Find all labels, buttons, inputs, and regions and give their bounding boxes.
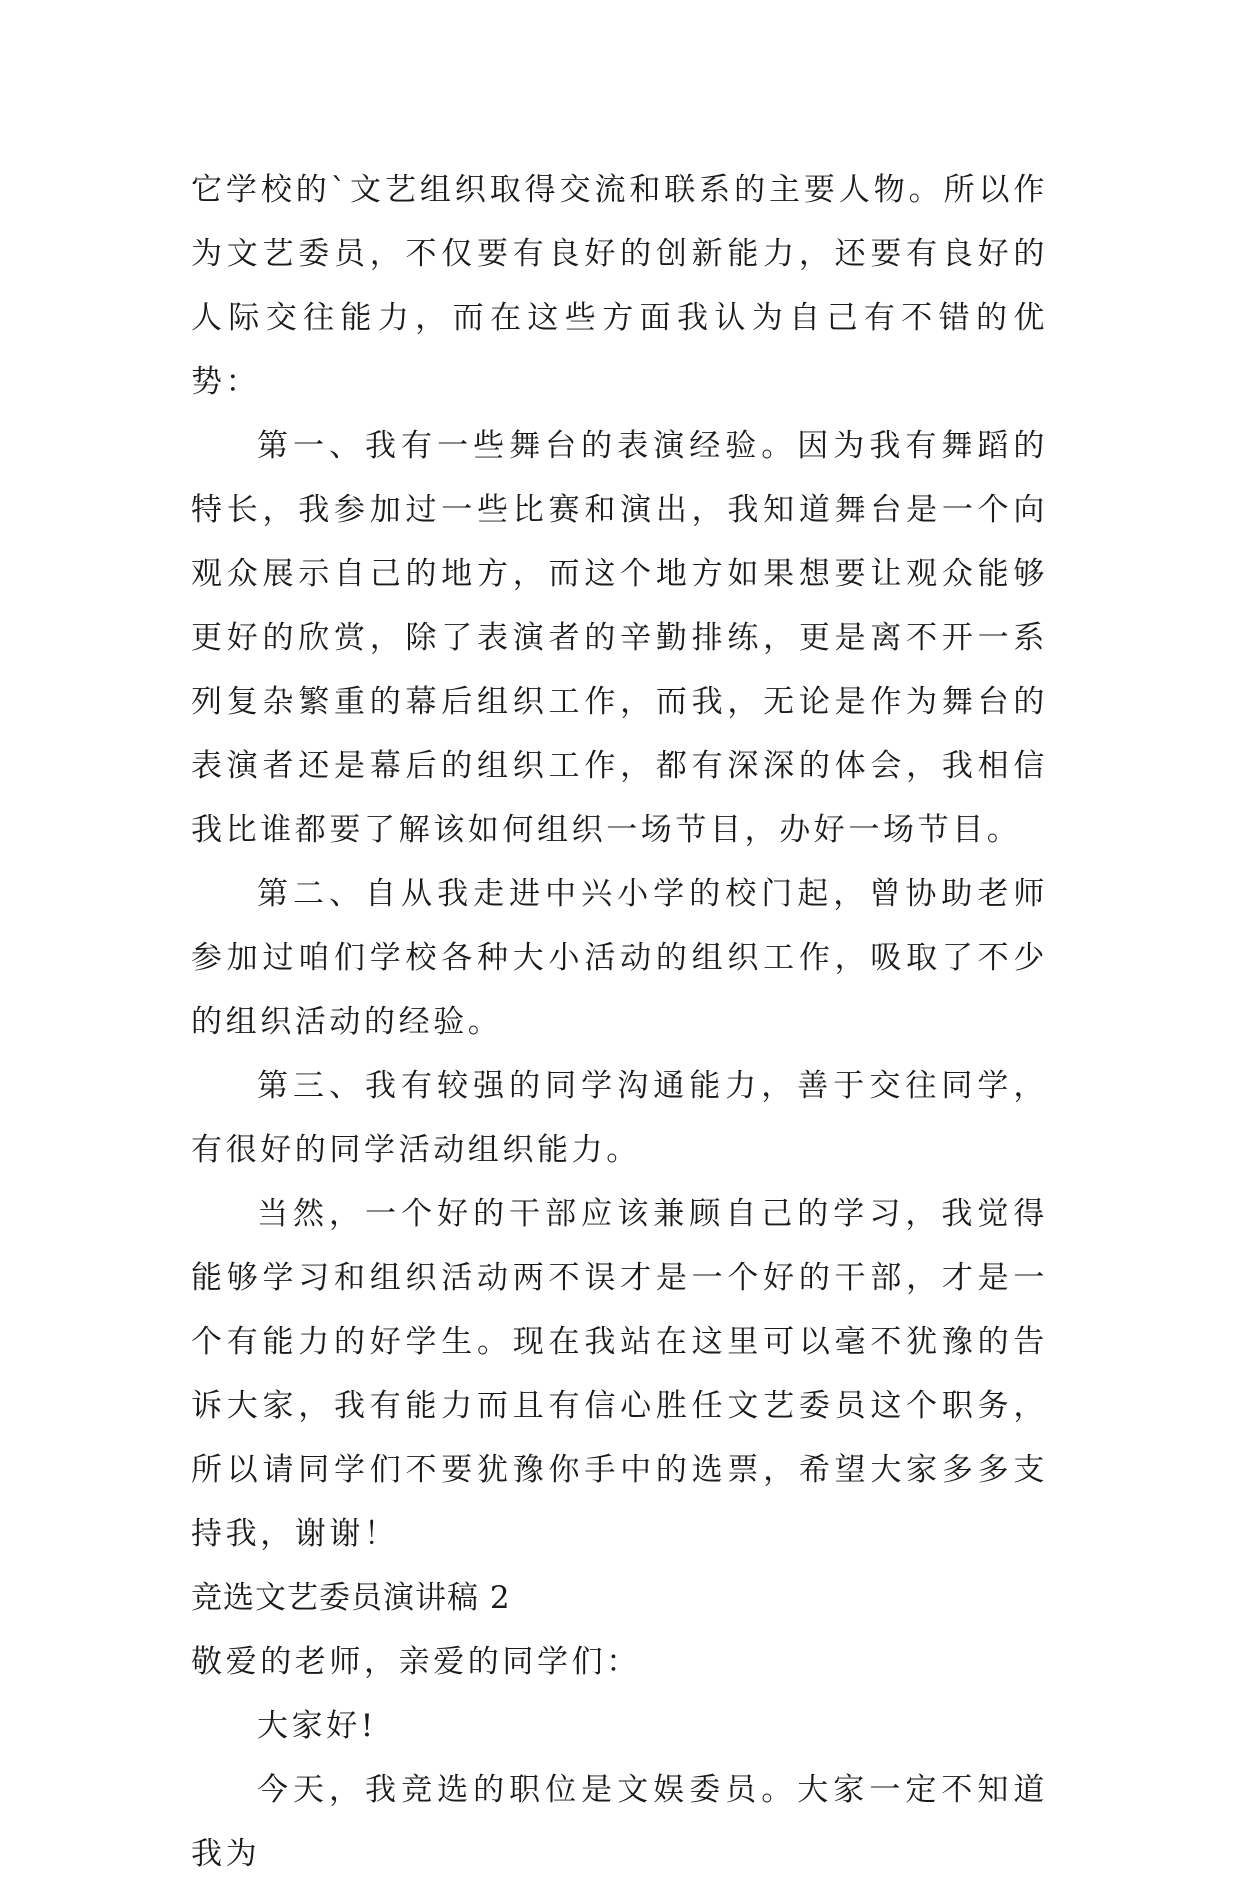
paragraph-continuation: 它学校的`文艺组织取得交流和联系的主要人物。所以作为文艺委员，不仅要有良好的创新能力，还要有良好的人际交往能力，而在这些方面我认为自己有不错的优势： [191, 172, 1048, 400]
paragraph-conclusion: 当然，一个好的干部应该兼顾自己的学习，我觉得能够学习和组织活动两不误才是一个好的干部，才是一个有能力的好学生。现在我站在这里可以毫不犹豫的告诉大家，我有能力而且有信心胜任文艺委员这个职务，所以请同学们不要犹豫你手中的选票，希望大家多多支持我，谢谢！ [191, 1196, 1048, 1552]
salutation: 敬爱的老师，亲爱的同学们： [191, 1644, 641, 1680]
greeting: 大家好! [257, 1708, 377, 1744]
paragraph-opening: 今天，我竞选的职位是文娱委员。大家一定不知道我为 [191, 1772, 1048, 1872]
speech-title: 竞选文艺委员演讲稿 2 [191, 1580, 511, 1616]
document-body [191, 158, 1048, 1886]
paragraph-point-three: 第三、我有较强的同学沟通能力，善于交往同学，有很好的同学活动组织能力。 [191, 1068, 1048, 1168]
paragraph-point-one: 第一、我有一些舞台的表演经验。因为我有舞蹈的特长，我参加过一些比赛和演出，我知道舞台是一个向观众展示自己的地方，而这个地方如果想要让观众能够更好的欣赏，除了表演者的辛勤排练，更是离不开一系列复杂繁重的幕后组织工作，而我，无论是作为舞台的表演者还是幕后的组织工作，都有深深的体会，我相信我比谁都要了解该如何组织一场节目，办好一场节目。 [191, 428, 1048, 848]
paragraph-point-two: 第二、自从我走进中兴小学的校门起，曾协助老师参加过咱们学校各种大小活动的组织工作，吸取了不少的组织活动的经验。 [191, 876, 1048, 1040]
